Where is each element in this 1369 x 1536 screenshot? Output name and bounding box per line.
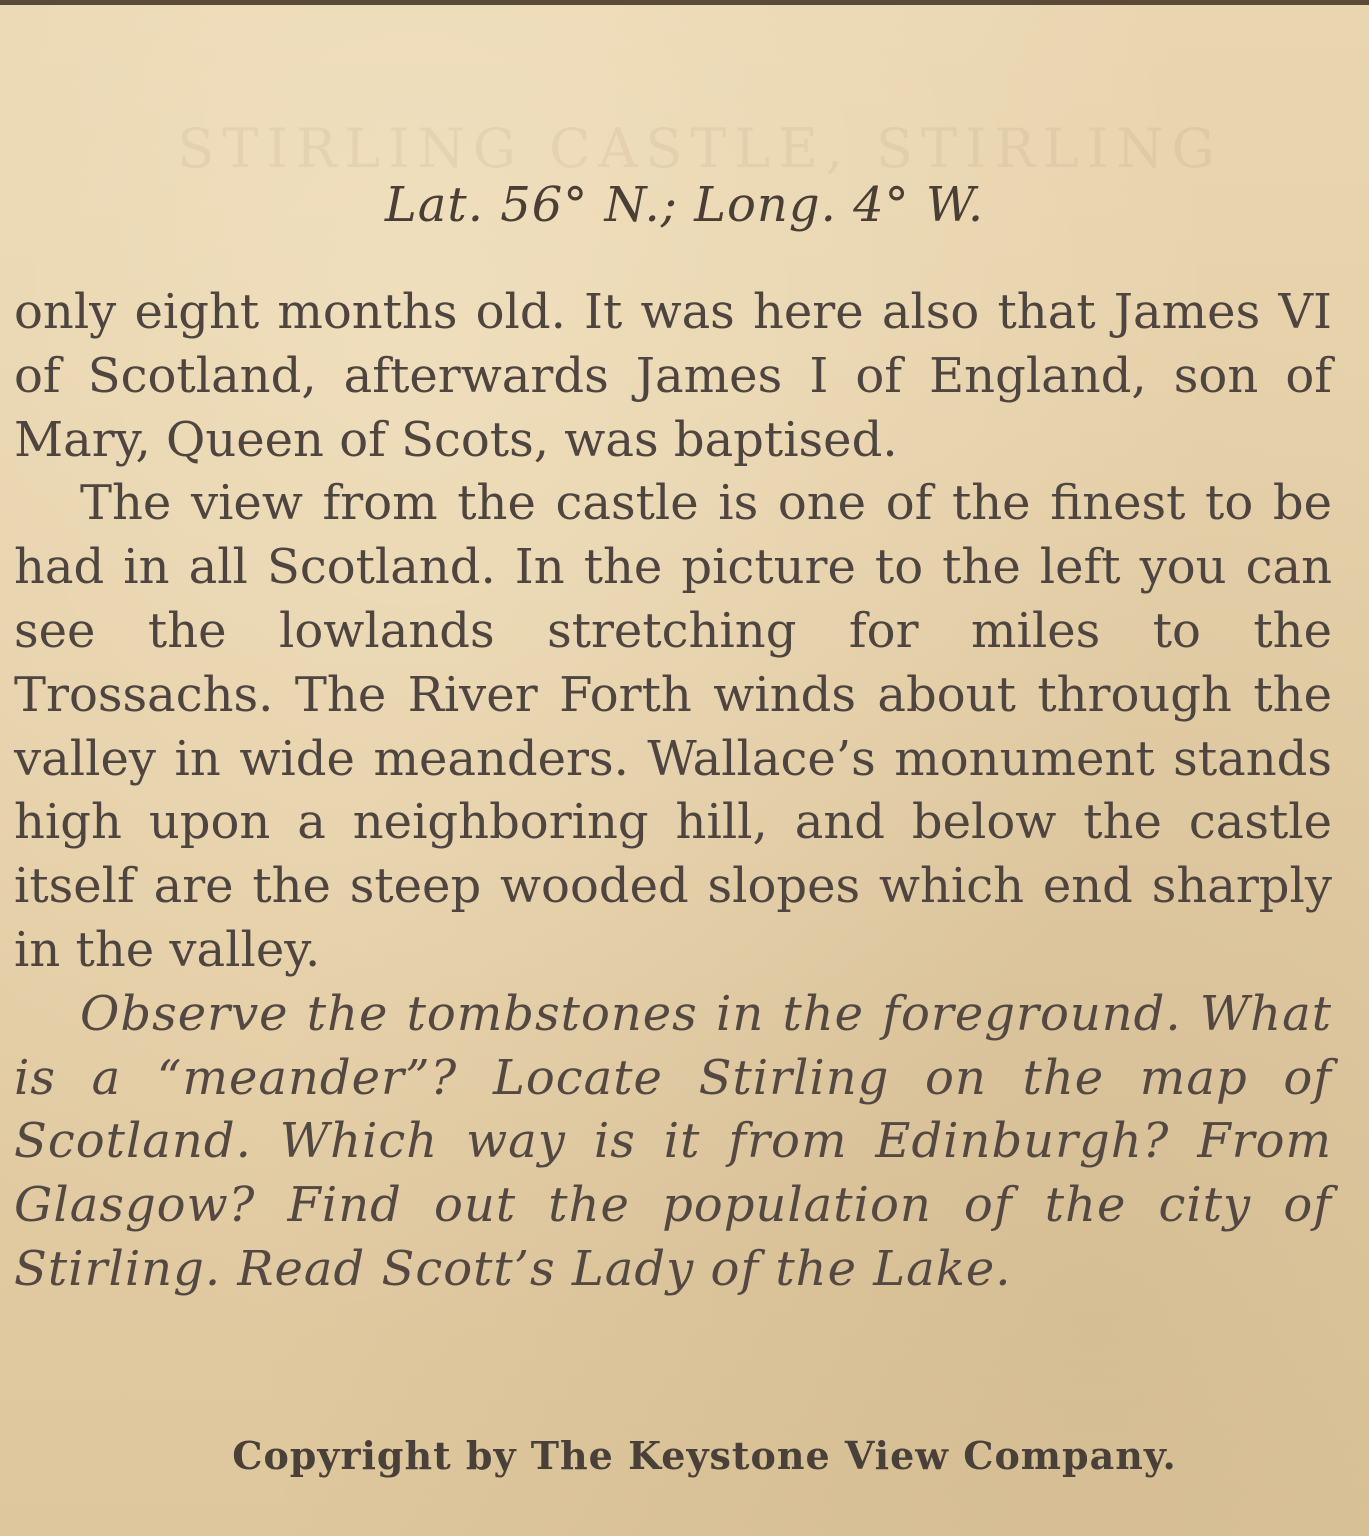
study-questions: Observe the tombstones in the foreground. What is a “meander”? Locate Stirling on the map of Scotland. Which way is it from Edinburgh? From Glasgow? Find out the population of the city of Stirling. Read Scott’s Lady of the Lake. — [14, 985, 1332, 1297]
bleed-through-title: STIRLING CASTLE, STIRLING — [177, 117, 1223, 180]
paragraph-baptism: only eight months old. It was here also that James VI of Scotland, afterwards James I of England, son of Mary, Queen of Scots, was baptised. — [14, 284, 1332, 468]
coordinates-heading: Lat. 56° N.; Long. 4° W. — [384, 177, 985, 233]
description-body — [14, 281, 1332, 1302]
paragraph-view: The view from the castle is one of the finest to be had in all Scotland. In the picture to the left you can see the lowlands stretching for miles to the Trossachs. The River Forth winds about through the valley in wide meanders. Wallace’s monument stands high upon a neighboring hill, and below the castle itself are the steep wooded slopes which end sharply in the valley. — [14, 475, 1332, 978]
copyright-line: Copyright by The Keystone View Company. — [232, 1433, 1177, 1478]
